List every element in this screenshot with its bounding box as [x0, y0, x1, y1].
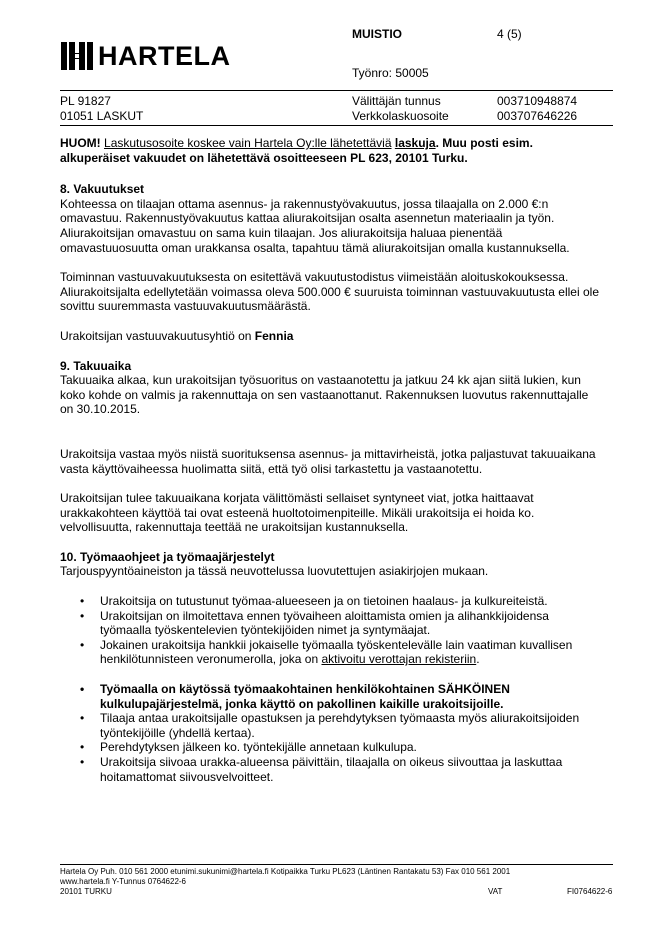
text-line: Urakoitsijan tulee takuuaikana korjata välittömästi sellaiset syntyneet viat, jotka haittaavat — [60, 491, 534, 506]
text-line: omavastuu. Rakennustyövakuutus kattaa aliurakoitsijan osalta asennetun materiaalin ja työn. — [60, 211, 555, 226]
job-number: Työnro: 50005 — [352, 66, 429, 80]
document-type: MUISTIO — [352, 27, 402, 41]
footer-line-1: Hartela Oy Puh. 010 561 2000 etunimi.sukunimi@hartela.fi Kotipaikka Turku PL623 (Läntinen Rantakatu 53) Fax 010 561 2001 — [60, 867, 511, 876]
bullet-icon: • — [80, 711, 85, 726]
text-line: on 30.10.2015. — [60, 402, 141, 417]
list-item — [60, 609, 615, 638]
text-line: Kohteessa on tilaajan ottama asennus- ja rakennustyövakuutus, jossa tilaajalla on 2.000 €:n — [60, 196, 549, 211]
text-line: kulkulupajärjestelmä, jonka käyttö on pakollinen kaikille urakoitsijoille. — [100, 696, 504, 711]
bullet-icon: • — [80, 682, 85, 697]
document-body — [60, 136, 615, 784]
section-8-paragraph-2 — [60, 270, 615, 314]
text-line: Perehdytyksen jälkeen ko. työntekijälle annetaan kulkulupa. — [100, 740, 417, 755]
address-divider — [60, 125, 613, 126]
text-line: velvollisuutta, rakennuttaja teettää ne urakoitsijan kustannuksella. — [60, 520, 409, 535]
section-10-intro: Tarjouspyyntöaineiston ja tässä neuvottelussa luovutettujen asiakirjojen mukaan. — [60, 564, 489, 579]
notice-link: Laskutusosoite koskee vain Hartela Oy:lle lähetettäviä — [104, 136, 392, 150]
address-line-1: PL 91827 — [60, 94, 111, 108]
section-9-paragraph-1 — [60, 373, 615, 417]
tax-register-link: aktivoitu verottajan rekisteriin — [321, 652, 477, 667]
text-line: Urakoitsijan on ilmoitettava ennen työvaiheen aloittamista omien ja alihankkijoidensa — [100, 608, 549, 623]
text-line: koko kohde on valmis ja rakennuttaja on sen vastaanottanut. Rakennuksen luovutus rakennuttajalle — [60, 387, 589, 402]
list-item-bold — [60, 682, 615, 711]
bullet-icon: • — [80, 637, 85, 652]
address-line-2: 01051 LASKUT — [60, 109, 144, 123]
e-invoice-address-label: Verkkolaskuosoite — [352, 109, 449, 123]
section-8-heading: 8. Vakuutukset — [60, 182, 145, 197]
bullet-list-2 — [60, 682, 615, 784]
bullet-icon: • — [80, 755, 85, 769]
text-line: Urakoitsija vastaa myös niistä suorituksensa asennus- ja mittavirheistä, jotka paljastuvat takuuaikana — [60, 446, 596, 461]
text-line: Urakoitsijan vastuuvakuutusyhtiö on — [60, 328, 255, 343]
text-line: vasta käyttövaiheessa huolimatta siitä, että työ olisi tarkastettu ja vastaanotettu. — [60, 461, 483, 476]
text-line: hoitamattomat siivousvelvoitteet. — [100, 769, 274, 784]
text-line: Aliurakoitsijan omavastuu on sama kuin tilaajan. Jos aliurakoitsija haluaa pienentää — [60, 225, 503, 240]
footer-line-3: 20101 TURKU — [60, 887, 112, 896]
header-divider — [60, 90, 613, 91]
text-line: Urakoitsija siivoaa urakka-alueensa päivittäin, tilaajalla on oikeus siivouttaa ja laskuttaa — [100, 755, 563, 769]
text-line: . — [476, 652, 480, 667]
broker-id-label: Välittäjän tunnus — [352, 94, 441, 108]
text-line: Urakoitsija on tutustunut työmaa-alueeseen ja on tietoinen haalaus- ja kulkureiteistä. — [100, 594, 548, 609]
text-line: työmaalla työskentelevien työntekijöiden nimet ja syntymäajat. — [100, 623, 431, 638]
footer-divider — [60, 864, 613, 865]
section-8-paragraph-1 — [60, 197, 615, 255]
list-item — [60, 740, 615, 755]
bullet-icon: • — [80, 594, 85, 609]
section-9-paragraph-3 — [60, 491, 615, 535]
hartela-logo-icon — [60, 40, 94, 72]
notice-rest: . Muu posti esim. — [435, 136, 533, 150]
bullet-icon: • — [80, 608, 85, 623]
bullet-icon: • — [80, 740, 85, 755]
list-item — [60, 711, 615, 740]
section-9-paragraph-2 — [60, 447, 615, 476]
text-line: Tilaaja antaa urakoitsijalle opastuksen ja perehdytyksen työmaasta myös aliurakoitsijoiden — [100, 711, 580, 726]
broker-id-value: 003710948874 — [497, 94, 578, 108]
insurer-name: Fennia — [254, 328, 294, 343]
e-invoice-address-value: 003707646226 — [497, 109, 578, 123]
notice-line-2: alkuperäiset vakuudet on lähetettävä osoitteeseen PL 623, 20101 Turku. — [60, 150, 468, 165]
section-10-heading: 10. Työmaaohjeet ja työmaajärjestelyt — [60, 549, 275, 564]
footer-vat-value: FI0764622-6 — [567, 887, 613, 896]
list-item — [60, 755, 615, 784]
text-line: Aliurakoitsijalta edellytetään voimassa oleva 500.000 € suuruista toiminnan vastuuvakuutusta ellei ole — [60, 284, 599, 299]
text-line: Takuuaika alkaa, kun urakoitsijan työsuoritus on vastaanotettu ja jatkuu 24 kk ajan siitä lukien, kun — [60, 373, 581, 388]
text-line: Jokainen urakoitsija hankkii jokaiselle työmaalla työskentelevälle lain vaatiman kuvallisen — [100, 637, 573, 652]
bullet-list-1 — [60, 594, 615, 667]
text-line: urakkakohteen käyttöä tai ovat esteenä huoltotoimenpiteille. Mikäli urakoitsija ei hoida ko. — [60, 505, 535, 520]
notice — [60, 136, 615, 165]
text-line: työntekijöille (yhdellä kertaa). — [100, 725, 255, 740]
text-line: Toiminnan vastuuvakuutuksesta on esitettävä vakuutustodistus viimeistään aloituskokouksessa. — [60, 270, 569, 285]
text-line: sovittu suuremmasta vastuuvakuutusmäärästä. — [60, 299, 311, 314]
logo-text: HARTELA — [98, 40, 231, 71]
list-item — [60, 638, 615, 667]
page-number: 4 (5) — [497, 27, 522, 41]
section-8-paragraph-3 — [60, 329, 615, 344]
text-line: Työmaalla on käytössä työmaakohtainen henkilökohtainen SÄHKÖINEN — [100, 682, 510, 697]
footer-line-2: www.hartela.fi Y-Tunnus 0764622-6 — [60, 877, 187, 886]
notice-huom: HUOM! — [60, 136, 101, 150]
list-item — [60, 594, 615, 609]
text-line: henkilötunnisteen veronumerolla, joka on — [100, 652, 322, 667]
text-line: omavastuuosuutta oman urakkansa osalta, tapahtuu tämä aliurakoitsijan omalla kustannuksella. — [60, 240, 570, 255]
notice-link-bold: laskuja — [394, 136, 436, 150]
company-logo — [60, 40, 231, 72]
section-9-heading: 9. Takuuaika — [60, 358, 132, 373]
footer-vat-label: VAT — [488, 887, 503, 896]
